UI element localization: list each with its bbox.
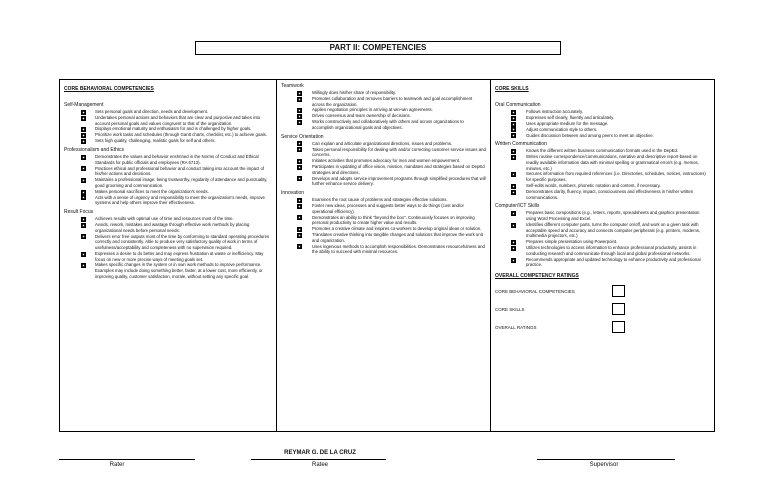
competency-item: Acts with a sense of urgency and responsibility to meet the organization's needs, improve systems and help others improve their effectiveness.	[64, 195, 272, 206]
competency-item: Sets personal goals and direction, needs and development.	[64, 109, 272, 115]
core-behavioral-sections-2	[281, 83, 486, 255]
competency-item: Achieves results with optimal use of time and resources most of the time.	[64, 216, 272, 222]
rating-label: CORE BEHAVIORAL COMPETENCIES	[495, 288, 575, 294]
rating-label: CORE SKILLS	[495, 306, 525, 312]
ratee-label: Ratee	[311, 462, 328, 468]
rater-signature-line	[59, 459, 195, 460]
competency-item: Secures information from required references (i.e. Directories, schedules, notices, instructions) for specific purposes.	[495, 171, 710, 182]
competency-item: Makes personal sacrifices to meet the organization's needs.	[64, 189, 272, 195]
core-behavioral-column-2	[277, 80, 491, 431]
section-title: Teamwork	[281, 83, 304, 89]
section-title: Written Communication	[495, 141, 547, 148]
competency-item: Uses ingenious methods to accomplish responsibilities. Demonstrates resourcefulness and the ability to succeed with minimal resources.	[281, 244, 486, 255]
competency-item: Avoids, rework, mistakes and wastage through effective work methods by placing organizational needs before personal needs.	[64, 222, 272, 233]
section-title: Innovation	[281, 190, 305, 197]
competency-item: Writes routine correspondence/communications, narrative and descriptive report-based on readily available information data with minimal spelling or grammatical error/s (e.g. memos, minutes, etc.)	[495, 154, 710, 171]
core-skills-sections	[495, 102, 710, 268]
rating-row	[495, 285, 625, 297]
competency-item: Self-edits words, numbers, phonetic notation and content, if necessary.	[495, 183, 710, 189]
competency-item: Demonstrates an ability to think "beyond the box". Continuously focuses on improving personal productivity to create higher value and results.	[281, 215, 486, 226]
competency-item: Sets high quality, challenging, realistic goals for self and others.	[64, 138, 272, 144]
competency-list	[281, 141, 486, 187]
competency-item: Recommends appropriate and updated technology to enhance productivity and professional practice.	[495, 257, 710, 268]
competency-item: Promotes collaboration and removes barriers to teamwork and goal accomplishment across the organization.	[281, 96, 486, 107]
rating-input-box[interactable]	[612, 285, 625, 297]
competency-item: Utilizes technologies to access information to enhance professional productivity, assists in conducting research and communicate through local and global professional networks.	[495, 245, 710, 256]
supervisor-signature-line	[537, 459, 675, 460]
page-title: PART II: COMPETENCIES	[195, 41, 561, 55]
section-title: Oral Communication	[495, 102, 541, 108]
rating-row	[495, 303, 625, 315]
competency-item: Expresses a desire to do better and may express frustration at waste or inefficiency. May focus on new or more precise ways of meeting goals set.	[64, 251, 272, 262]
competency-list	[495, 210, 710, 268]
competency-item: Develops and adopts service improvement programs through simplified procedures that will further enhance service delivery.	[281, 176, 486, 187]
overall-ratings-header: OVERALL COMPETENCY RATINGS	[495, 273, 579, 280]
core-skills-header: CORE SKILLS	[495, 86, 529, 92]
competency-item: Initiates activities that promotes advocacy for men and women empowerment.	[281, 158, 486, 164]
competency-list	[495, 148, 710, 200]
supervisor-label: Supervisor	[589, 462, 619, 468]
rating-input-box[interactable]	[612, 321, 625, 333]
competency-item: Promotes a creative climate and inspires co-workers to develop original ideas or solution.	[281, 226, 486, 232]
competency-item: Expresses self clearly, fluently and articulately.	[495, 115, 710, 121]
competency-list	[281, 197, 486, 255]
section-title: Computer/ICT Skills	[495, 203, 540, 210]
rating-row	[495, 321, 625, 333]
competency-item: Works constructively and collaboratively with others and across organizations to accomplish organizational goals and objectives.	[281, 119, 486, 130]
competency-item: Examines the root cause of problems and strategies effective solutions.	[281, 197, 486, 203]
competency-item: Displays emotional maturity and enthusiasm for and is challenged by higher goals.	[64, 126, 272, 132]
core-behavioral-column	[60, 80, 277, 431]
competency-item: Undertakes personal actions and behaviors that are clear and purposive and takes into account personal goals and values congruent to that of the organization.	[64, 115, 272, 126]
competency-item: Guides discussion between and among peers to meet an objective.	[495, 133, 710, 139]
competency-item: Uses appropriate medium for the message.	[495, 121, 710, 127]
ratee-signature-line	[251, 459, 386, 460]
competency-item: Prioritize work tasks and schedules (through Gantt charts, checklist, etc.) to achieve goals.	[64, 132, 272, 138]
competency-item: Makes specific changes in the system or in own work methods to improve performance. Examples may include doing something better, faster, at a lower cost, more efficiently, or improving quality, customer satisfaction, morale, without setting any specific goal.	[64, 262, 272, 279]
competency-item: Maintains a professional image: being trustworthy, regularity of attendance and punctuality, good grooming and communication.	[64, 177, 272, 188]
competency-list	[64, 109, 272, 144]
competency-item: Demonstrates the values and behavior enshrined in the Norms of Conduct and Ethical Standards for public officials and employees (RA 6713).	[64, 154, 272, 165]
competency-item: Translates creative thinking into tangible changes and solutions that improve the work unit and organization.	[281, 232, 486, 243]
section-title: Self-Management	[64, 102, 104, 108]
competencies-table	[59, 79, 715, 432]
competency-item: Delivers error free outputs most of the time by conforming to standard operating procedures correctly and consistently. Able to produce very satisfactory quality of work in terms of usefulness/acceptability and completeness with no supervision required.	[64, 234, 272, 251]
competency-item: Prepares simple presentation using Powerpoint.	[495, 239, 710, 245]
rating-label: OVERALL RATINGS	[495, 324, 537, 330]
competency-item: Adjust communication style to others.	[495, 127, 710, 133]
section-title: Result Focus	[64, 209, 94, 216]
competency-item: Follows instruction accurately.	[495, 109, 710, 115]
competency-item: Prepares basic compositions (e.g., letters, reports, spreadsheets and graphics presentation using Word Processing and Excel.	[495, 210, 710, 221]
section-title: Service Orientation	[281, 133, 324, 140]
competency-item: Takes personal responsibility for dealing with and/or correcting customer service issues and concerns.	[281, 147, 486, 158]
competency-item: Foster new ideas, processes and suggests better ways to do things (cost and/or operational efficiency).	[281, 203, 486, 214]
core-behavioral-header: CORE BEHAVIORAL COMPETENCIES	[64, 86, 154, 92]
core-skills-column	[491, 80, 714, 431]
rating-input-box[interactable]	[612, 303, 625, 315]
rater-label: Rater	[109, 462, 125, 468]
section-title: Professionalism and Ethics	[64, 146, 125, 153]
competency-item: Identifies different computer parts, turns the computer on/off, and work on a given task with acceptable speed and accuracy and connects computer peripherals (e.g. printers, modems, multimedia projectors, etc.)	[495, 222, 710, 239]
competency-item: Willingly does his/her share of responsibility.	[281, 90, 486, 96]
competency-item: Practices ethical and professional behavior and conduct taking into account the impact of his/her actions and decisions.	[64, 166, 272, 177]
competency-list	[495, 109, 710, 138]
competency-item: Knows the different written business communication formats used in the DepEd.	[495, 148, 710, 154]
competency-item: Can explain and articulate organizational directions, issues and problems.	[281, 141, 486, 147]
competency-list	[64, 216, 272, 279]
core-behavioral-sections	[64, 102, 272, 280]
ratee-name: REYMAR G. DE LA CRUZ	[284, 450, 356, 456]
competency-list	[64, 154, 272, 206]
competency-item: Demonstrates clarity, fluency, impact, consciousness and effectiveness in his/her written communications.	[495, 189, 710, 200]
competency-item: Participates in updating of office vision, mission, mandates and strategies based on DepEd strategies and directions.	[281, 164, 486, 175]
competency-item: Drives consensus and team ownership of decisions.	[281, 113, 486, 119]
competency-list	[281, 90, 486, 131]
competency-item: Applies negotiation principles in arriving at win-win agreements.	[281, 107, 486, 113]
ratings-list	[495, 285, 710, 333]
